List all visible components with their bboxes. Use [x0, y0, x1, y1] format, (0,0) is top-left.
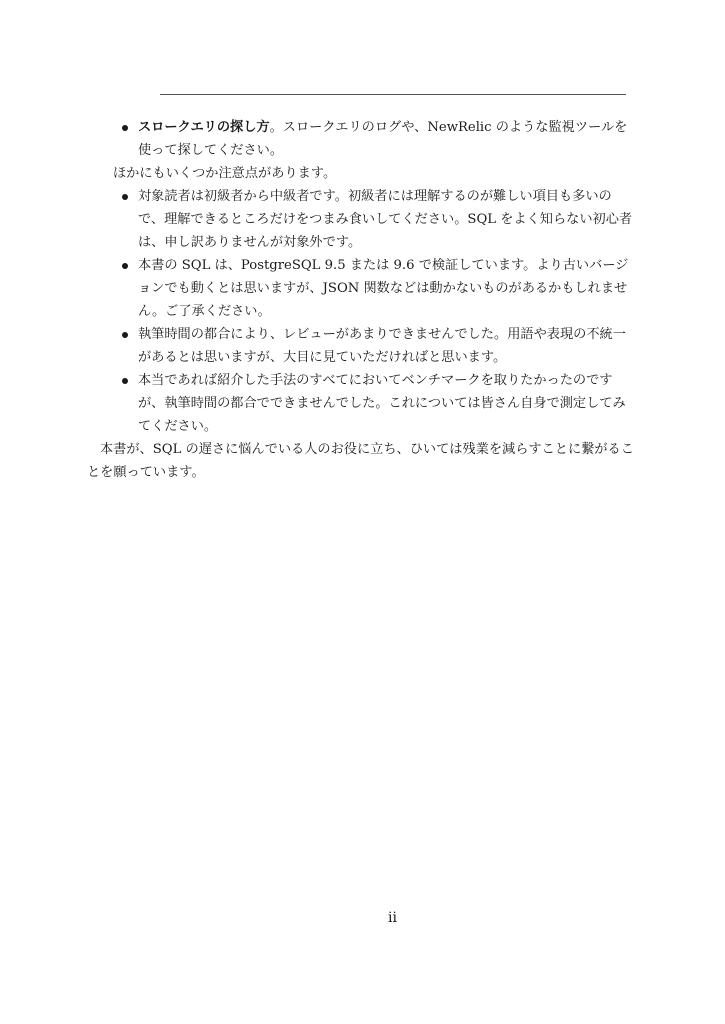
item-text: 。スロークエリのログや、NewRelic のような監視ツールを使って探してください。 [138, 120, 628, 158]
bullet-icon [122, 332, 128, 338]
tips-list [87, 116, 637, 162]
bullet-icon [122, 378, 128, 384]
item-text: 本書の SQL は、PostgreSQL 9.5 または 9.6 で検証しています。より古いバージョンでも動くとは思いますが、JSON 関数などは動かないものがあるかもしれません。ご了承ください。 [138, 258, 629, 319]
item-text: 本当であれば紹介した手法のすべてにおいてベンチマークを取りたかったのですが、執筆時間の都合でできませんでした。これについては皆さん自身で測定してみてください。 [138, 373, 626, 434]
header-rule [160, 94, 626, 95]
list-item [138, 323, 637, 369]
page-content [87, 116, 637, 484]
item-text: 執筆時間の都合により、レビューがあまりできませんでした。用語や表現の不統一があるとは思いますが、大目に見ていただければと思います。 [138, 327, 626, 365]
bullet-icon [122, 263, 128, 269]
list-item [138, 116, 637, 162]
notes-list [87, 185, 637, 438]
list-item [138, 254, 637, 323]
bullet-icon [122, 194, 128, 200]
item-text: 対象読者は初級者から中級者です。初級者には理解するのが難しい項目も多いので、理解できるところだけをつまみ食いしてください。SQL をよく知らない初心者は、申し訳ありませんが対象外です。 [138, 189, 633, 250]
closing-paragraph: 本書が、SQL の遅さに悩んでいる人のお役に立ち、ひいては残業を減らすことに繋がることを願っています。 [87, 442, 634, 480]
bullet-icon [122, 125, 128, 131]
list-item [138, 185, 637, 254]
intro-paragraph: ほかにもいくつか注意点があります。 [113, 166, 337, 181]
page-number: ii [388, 910, 397, 926]
item-heading: スロークエリの探し方 [138, 120, 270, 135]
list-item [138, 369, 637, 438]
